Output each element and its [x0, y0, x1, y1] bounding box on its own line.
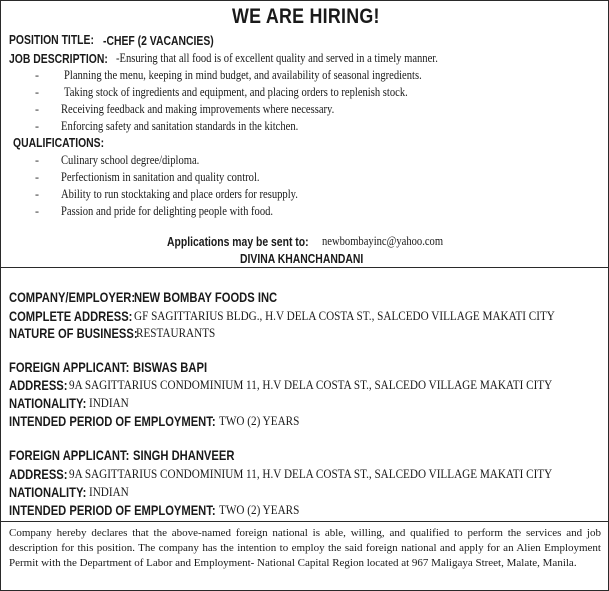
qual-item-3: Ability to run stocktaking and place orders for resupply. [61, 187, 298, 201]
position-title-row [9, 32, 115, 47]
complete-address-value-wrap [134, 308, 609, 324]
applicant-2-period-value-wrap [219, 502, 312, 518]
applications-label-wrap [167, 233, 344, 251]
applicant-2-nationality-value-wrap [89, 484, 135, 500]
applicant-1-period-label: INTENDED PERIOD OF EMPLOYMENT: [9, 413, 216, 429]
qual-item-1: Culinary school degree/diploma. [61, 153, 200, 167]
qual-item-2: Perfectionism in sanitation and quality control. [61, 170, 260, 184]
applicant-2-address-value-wrap [69, 466, 609, 482]
qualifications-label-wrap [13, 134, 127, 152]
applicant-2-address: 9A SAGITTARIUS CONDOMINIUM 11, H.V DELA COSTA ST., SALCEDO VILLAGE MAKATI CITY [69, 466, 553, 481]
qual-bullet-2: - [35, 170, 39, 184]
company-label: COMPANY/EMPLOYER: [9, 289, 136, 305]
footer-declaration: Company hereby declares that the above-named foreign national is able, willing, and qualified to perform the services and job description for this position. The company has the intention to employ the said foreign national and apply for an Alien Employment Permit with the Department of Labor and Employment- National Capital Region located at 967 Maligaya Street, Malate, Manila. [9, 527, 601, 569]
job-item-3: Receiving feedback and making improvements where necessary. [61, 102, 335, 116]
job-item-4: Enforcing safety and sanitation standards in the kitchen. [61, 119, 299, 133]
applicant-1-address-value-wrap [69, 377, 609, 393]
applicant-1-name-value-wrap [133, 359, 226, 377]
applications-label: Applications may be sent to: [167, 234, 309, 249]
section-divider-bottom [1, 521, 608, 522]
job-bullet-4: - [35, 119, 39, 133]
applicant-1-period: TWO (2) YEARS [219, 413, 300, 428]
job-bullet-3: - [35, 102, 39, 116]
position-title-value-wrap [103, 32, 241, 50]
job-item-1: Planning the menu, keeping in mind budget, and availability of seasonal ingredients. [64, 68, 422, 82]
applicant-1-nationality: INDIAN [89, 395, 129, 410]
applicant-2-nationality-label: NATIONALITY: [9, 484, 87, 500]
applicant-1-name-label: FOREIGN APPLICANT: [9, 359, 130, 375]
complete-address-value: GF SAGITTARIUS BLDG., H.V DELA COSTA ST., SALCEDO VILLAGE MAKATI CITY [134, 308, 555, 323]
section-divider-top [1, 267, 608, 268]
applications-email[interactable]: newbombayinc@yahoo.com [322, 234, 444, 248]
applicant-2-nationality: INDIAN [89, 484, 129, 499]
complete-address-label: COMPLETE ADDRESS: [9, 308, 133, 324]
business-value: RESTAURANTS [136, 325, 216, 340]
applicant-2-address-label: ADDRESS: [9, 466, 68, 482]
applicant-2-name-label: FOREIGN APPLICANT: [9, 447, 130, 463]
applicant-2-period-label: INTENDED PERIOD OF EMPLOYMENT: [9, 502, 216, 518]
contact-name: DIVINA KHANCHANDANI [240, 251, 364, 266]
job-bullet-1: - [35, 68, 39, 82]
job-item-2: Taking stock of ingredients and equipment, and placing orders to replenish stock. [64, 85, 408, 99]
job-description-label: JOB DESCRIPTION: [9, 51, 108, 66]
job-description-label-wrap [9, 50, 133, 68]
qual-item-4: Passion and pride for delighting people with food. [61, 204, 274, 218]
company-value: NEW BOMBAY FOODS INC [134, 289, 278, 305]
headline: WE ARE HIRING! [231, 5, 380, 28]
position-title-value: -CHEF (2 VACANCIES) [103, 33, 214, 48]
job-bullet-2: - [35, 85, 39, 99]
qual-bullet-3: - [35, 187, 39, 201]
applicant-2-name-value-wrap [133, 447, 260, 465]
applicant-2-period: TWO (2) YEARS [219, 502, 300, 517]
position-title-label: POSITION TITLE: [9, 32, 94, 47]
business-label: NATURE OF BUSINESS: [9, 325, 138, 341]
business-value-wrap [136, 325, 228, 341]
contact-name-wrap [240, 250, 394, 268]
applicant-1-nationality-value-wrap [89, 395, 135, 411]
applicant-1-period-value-wrap [219, 413, 312, 429]
applicant-1-address: 9A SAGITTARIUS CONDOMINIUM 11, H.V DELA COSTA ST., SALCEDO VILLAGE MAKATI CITY [69, 377, 553, 392]
qual-bullet-4: - [35, 204, 39, 218]
applicant-1-address-label: ADDRESS: [9, 377, 68, 393]
applicant-1-name: BISWAS BAPI [133, 359, 208, 375]
applicant-2-name: SINGH DHANVEER [133, 447, 235, 463]
qualifications-label: QUALIFICATIONS: [13, 135, 105, 150]
company-value-wrap [134, 289, 313, 307]
applicant-1-nationality-label: NATIONALITY: [9, 395, 87, 411]
job-description-intro: -Ensuring that all food is of excellent quality and served in a timely manner. [116, 51, 438, 65]
qual-bullet-1: - [35, 153, 39, 167]
